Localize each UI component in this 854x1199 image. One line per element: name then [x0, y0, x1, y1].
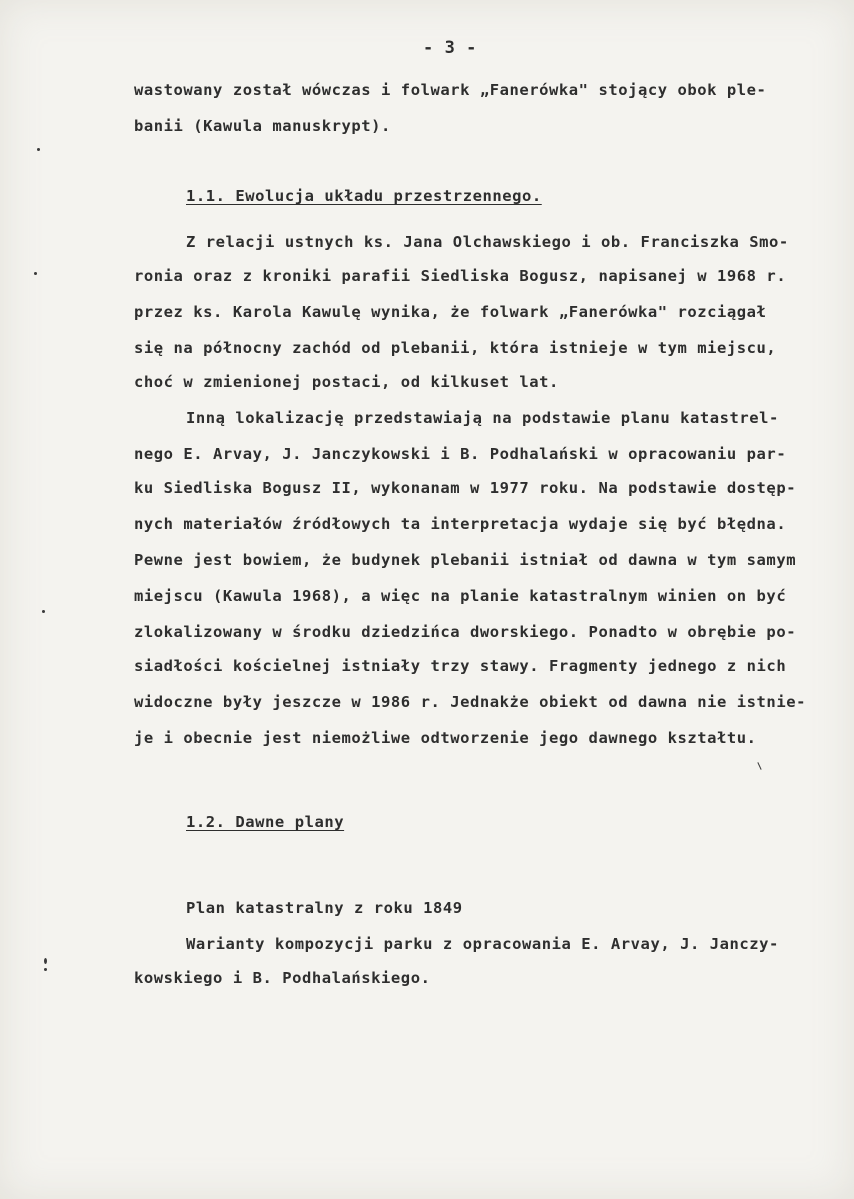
scan-speck [34, 272, 37, 275]
section-heading-1-1: 1.1. Ewolucja układu przestrzennego. [186, 187, 542, 205]
page-number: - 3 - [423, 38, 477, 58]
text-line: ronia oraz z kroniki parafii Siedliska Bogusz, napisanej w 1968 r. [134, 267, 787, 285]
scan-speck [44, 958, 47, 964]
text-line: nych materiałów źródłowych ta interpretacja wydaje się być błędna. [134, 515, 787, 533]
scan-speck [757, 762, 761, 770]
text-line: choć w zmienionej postaci, od kilkuset lat. [134, 373, 559, 391]
text-line: banii (Kawula manuskrypt). [134, 117, 391, 135]
scan-speck [37, 148, 40, 151]
list-item: kowskiego i B. Podhalańskiego. [134, 969, 431, 987]
text-line: Z relacji ustnych ks. Jana Olchawskiego i ob. Franciszka Smo- [186, 233, 789, 251]
scan-speck [42, 610, 45, 613]
text-line: zlokalizowany w środku dziedzińca dworskiego. Ponadto w obrębie po- [134, 623, 797, 641]
text-line: nego E. Arvay, J. Janczykowski i B. Podhalański w opracowaniu par- [134, 445, 787, 463]
text-line: się na północny zachód od plebanii, która istnieje w tym miejscu, [134, 339, 777, 357]
section-heading-1-2: 1.2. Dawne plany [186, 813, 345, 831]
list-item: Plan katastralny z roku 1849 [186, 899, 463, 917]
list-item: Warianty kompozycji parku z opracowania E. Arvay, J. Janczy- [186, 935, 779, 953]
text-line: widoczne były jeszcze w 1986 r. Jednakże obiekt od dawna nie istnie- [134, 693, 806, 711]
text-line: Pewne jest bowiem, że budynek plebanii istniał od dawna w tym samym [134, 551, 797, 569]
text-line: wastowany został wówczas i folwark „Fanerówka" stojący obok ple- [134, 81, 767, 99]
text-line: je i obecnie jest niemożliwe odtworzenie jego dawnego kształtu. [134, 729, 757, 747]
text-line: ku Siedliska Bogusz II, wykonanam w 1977 roku. Na podstawie dostęp- [134, 479, 797, 497]
text-line: Inną lokalizację przedstawiają na podstawie planu katastrel- [186, 409, 779, 427]
text-line: przez ks. Karola Kawulę wynika, że folwark „Fanerówka" rozciągał [134, 303, 767, 321]
text-line: siadłości kościelnej istniały trzy stawy. Fragmenty jednego z nich [134, 657, 787, 675]
text-line: miejscu (Kawula 1968), a więc na planie katastralnym winien on być [134, 587, 787, 605]
scan-speck [44, 968, 47, 971]
